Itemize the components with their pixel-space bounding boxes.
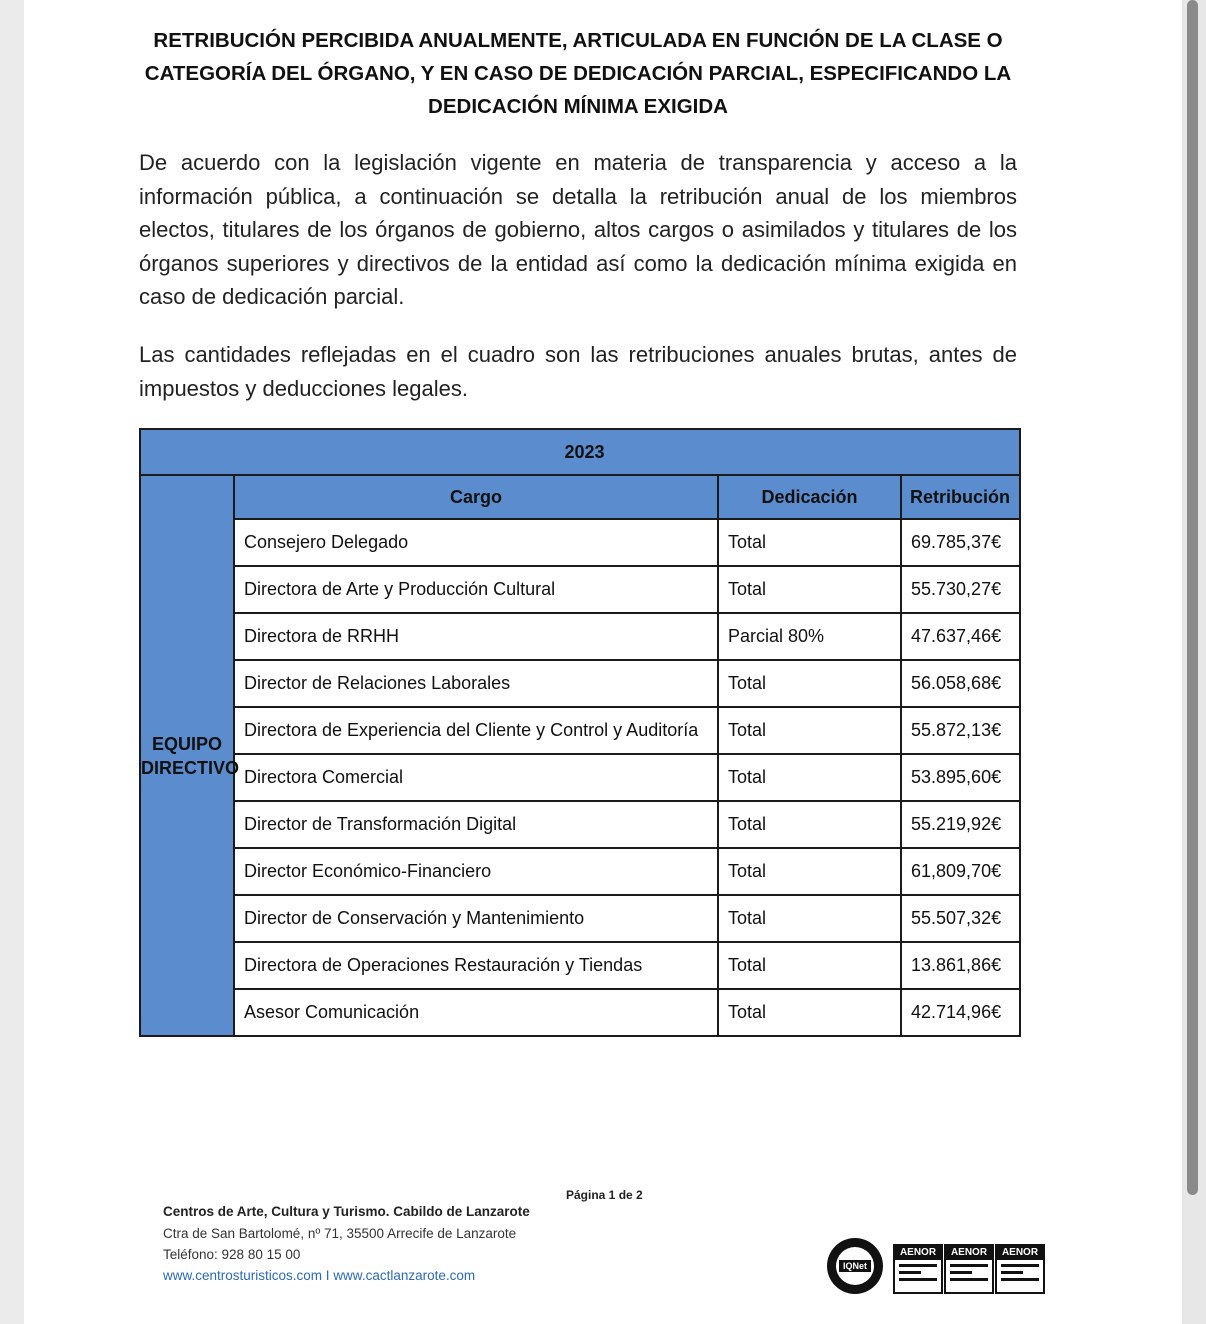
table-row: [140, 707, 1020, 754]
cell-retribucion: 53.895,60€: [901, 754, 1020, 801]
table-row: [140, 566, 1020, 613]
aenor-certification-logo: AENOR: [944, 1244, 994, 1294]
group-label-equipo-directivo: EQUIPO DIRECTIVO: [140, 475, 234, 1036]
cell-retribucion: 13.861,86€: [901, 942, 1020, 989]
cell-retribucion: 55.730,27€: [901, 566, 1020, 613]
cell-retribucion: 47.637,46€: [901, 613, 1020, 660]
intro-paragraph: De acuerdo con la legislación vigente en materia de transparencia y acceso a la información pública, a continuación se detalla la retribución anual de los miembros electos, titulares de los órganos de gobierno, altos cargos o asimilados y titulares de los órganos superiores y directivos de la entidad así como la dedicación mínima exigida en caso de dedicación parcial.: [139, 150, 1017, 309]
column-header-cargo: Cargo: [234, 475, 718, 519]
website-link-cactlanzarote[interactable]: www.cactlanzarote.com: [333, 1268, 476, 1283]
cell-cargo: Directora de RRHH: [234, 613, 718, 660]
cell-dedicacion: Total: [718, 801, 901, 848]
cell-retribucion: 56.058,68€: [901, 660, 1020, 707]
cell-cargo: Director de Conservación y Mantenimiento: [234, 895, 718, 942]
cell-dedicacion: Total: [718, 989, 901, 1036]
cell-dedicacion: Parcial 80%: [718, 613, 901, 660]
table-row: [140, 519, 1020, 566]
website-link-centrosturisticos[interactable]: www.centrosturisticos.com: [163, 1268, 323, 1283]
cell-retribucion: 55.507,32€: [901, 895, 1020, 942]
aenor-certification-logo: AENOR: [995, 1244, 1045, 1294]
document-title: RETRIBUCIÓN PERCIBIDA ANUALMENTE, ARTICULADA EN FUNCIÓN DE LA CLASE O CATEGORÍA DEL ÓRGANO, Y EN CASO DE DEDICACIÓN PARCIAL, ESPECIFICANDO LA DEDICACIÓN MÍNIMA EXIGIDA: [144, 29, 1012, 118]
cell-cargo: Directora Comercial: [234, 754, 718, 801]
iqnet-seal-logo: [827, 1238, 883, 1294]
column-header-retribucion: Retribución: [901, 475, 1020, 519]
cell-cargo: Directora de Operaciones Restauración y Tiendas: [234, 942, 718, 989]
table-row: [140, 848, 1020, 895]
footer-organization: Centros de Arte, Cultura y Turismo. Cabildo de Lanzarote: [163, 1204, 530, 1219]
aenor-certification-logo: AENOR: [893, 1244, 943, 1294]
cell-cargo: Asesor Comunicación: [234, 989, 718, 1036]
cell-retribucion: 55.872,13€: [901, 707, 1020, 754]
cell-dedicacion: Total: [718, 754, 901, 801]
table-row: [140, 895, 1020, 942]
table-row: [140, 801, 1020, 848]
cell-retribucion: 55.219,92€: [901, 801, 1020, 848]
cell-dedicacion: Total: [718, 519, 901, 566]
cell-retribucion: 42.714,96€: [901, 989, 1020, 1036]
cell-cargo: Consejero Delegado: [234, 519, 718, 566]
cell-cargo: Directora de Experiencia del Cliente y Control y Auditoría: [234, 707, 718, 754]
cell-cargo: Director de Relaciones Laborales: [234, 660, 718, 707]
retribution-table: [139, 428, 1021, 1037]
cell-cargo: Directora de Arte y Producción Cultural: [234, 566, 718, 613]
table-row: [140, 660, 1020, 707]
footer-phone: Teléfono: 928 80 15 00: [163, 1247, 301, 1262]
cell-dedicacion: Total: [718, 566, 901, 613]
scrollbar-thumb[interactable]: [1187, 0, 1198, 1195]
footer-websites: [163, 1268, 475, 1283]
cell-cargo: Director Económico-Financiero: [234, 848, 718, 895]
table-row: [140, 942, 1020, 989]
table-row: [140, 613, 1020, 660]
cell-cargo: Director de Transformación Digital: [234, 801, 718, 848]
page-number: Página 1 de 2: [566, 1188, 643, 1202]
amounts-note-paragraph: Las cantidades reflejadas en el cuadro son las retribuciones anuales brutas, antes de impuestos y deducciones legales.: [139, 342, 1017, 401]
column-header-dedicacion: Dedicación: [718, 475, 901, 519]
iqnet-seal-text: IQNet: [839, 1260, 871, 1272]
table-row: [140, 989, 1020, 1036]
cell-retribucion: 69.785,37€: [901, 519, 1020, 566]
cell-retribucion: 61,809,70€: [901, 848, 1020, 895]
footer-address: Ctra de San Bartolomé, nº 71, 35500 Arrecife de Lanzarote: [163, 1226, 517, 1241]
cell-dedicacion: Total: [718, 895, 901, 942]
table-row: [140, 754, 1020, 801]
cell-dedicacion: Total: [718, 848, 901, 895]
cell-dedicacion: Total: [718, 660, 901, 707]
year-header: 2023: [140, 429, 1020, 475]
website-separator: I: [322, 1268, 334, 1283]
cell-dedicacion: Total: [718, 942, 901, 989]
cell-dedicacion: Total: [718, 707, 901, 754]
